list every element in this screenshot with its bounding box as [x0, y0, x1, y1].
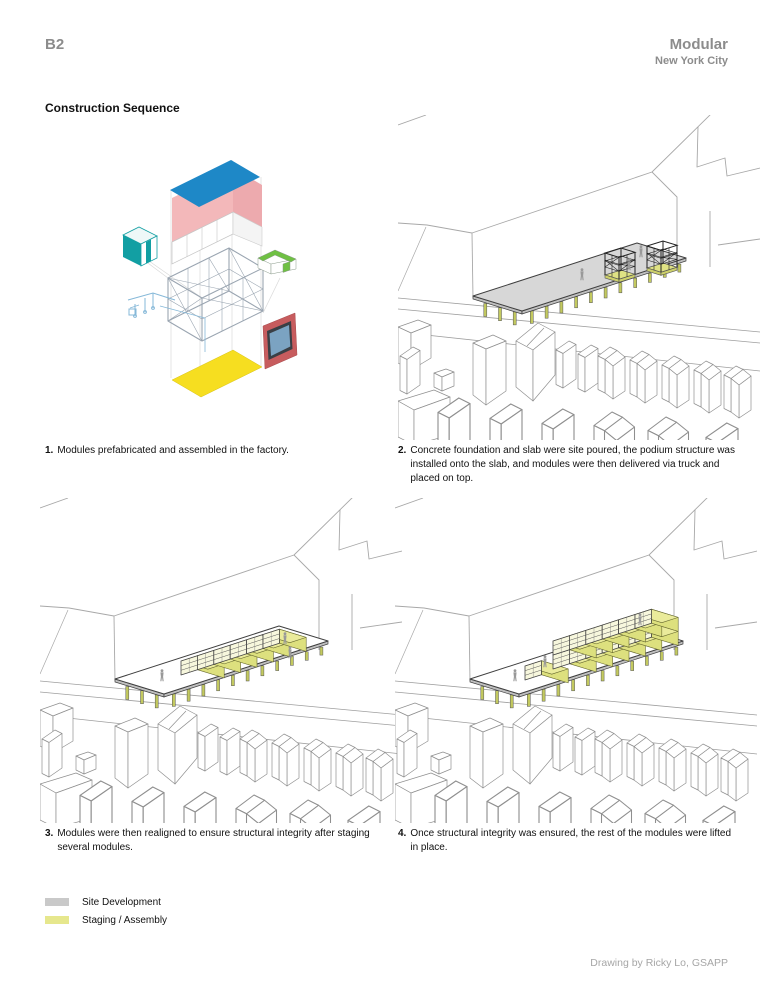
caption-step-1-text: Modules prefabricated and assembled in the factory. — [57, 445, 289, 456]
staging-assembly-swatch-icon — [45, 916, 69, 924]
section-title: Construction Sequence — [45, 101, 180, 115]
caption-step-1 — [45, 444, 375, 458]
caption-step-2 — [398, 444, 736, 485]
caption-step-3-number: 3. — [45, 828, 54, 839]
sheet-code: B2 — [45, 36, 65, 53]
legend-row-site-development — [45, 893, 167, 911]
caption-step-4 — [398, 827, 736, 855]
project-title: Modular — [669, 36, 728, 53]
site-development-swatch-icon — [45, 898, 69, 906]
project-location: New York City — [655, 55, 728, 68]
caption-step-3 — [45, 827, 383, 855]
drawing-credit: Drawing by Ricky Lo, GSAPP — [590, 957, 728, 969]
legend-label-site-development: Site Development — [82, 896, 161, 908]
legend — [45, 893, 167, 929]
caption-step-4-number: 4. — [398, 828, 407, 839]
figure-step-2-podium-delivery — [398, 115, 760, 440]
legend-label-staging-assembly: Staging / Assembly — [82, 914, 168, 926]
caption-step-2-number: 2. — [398, 445, 407, 456]
legend-row-staging-assembly — [45, 911, 167, 929]
caption-step-1-number: 1. — [45, 445, 54, 456]
figure-step-4-full-stack — [395, 498, 757, 823]
caption-step-4-text: Once structural integrity was ensured, the rest of the modules were lifted in place. — [410, 828, 732, 853]
header-project-block — [655, 36, 728, 67]
caption-step-2-text: Concrete foundation and slab were site poured, the podium structure was installed onto the slab, and modules were then delivered via truck and placed on top. — [410, 445, 735, 484]
caption-step-3-text: Modules were then realigned to ensure structural integrity after staging several modules. — [57, 828, 370, 853]
figure-step-1-exploded-module — [105, 128, 375, 428]
figure-step-3-staging-row — [40, 498, 402, 823]
